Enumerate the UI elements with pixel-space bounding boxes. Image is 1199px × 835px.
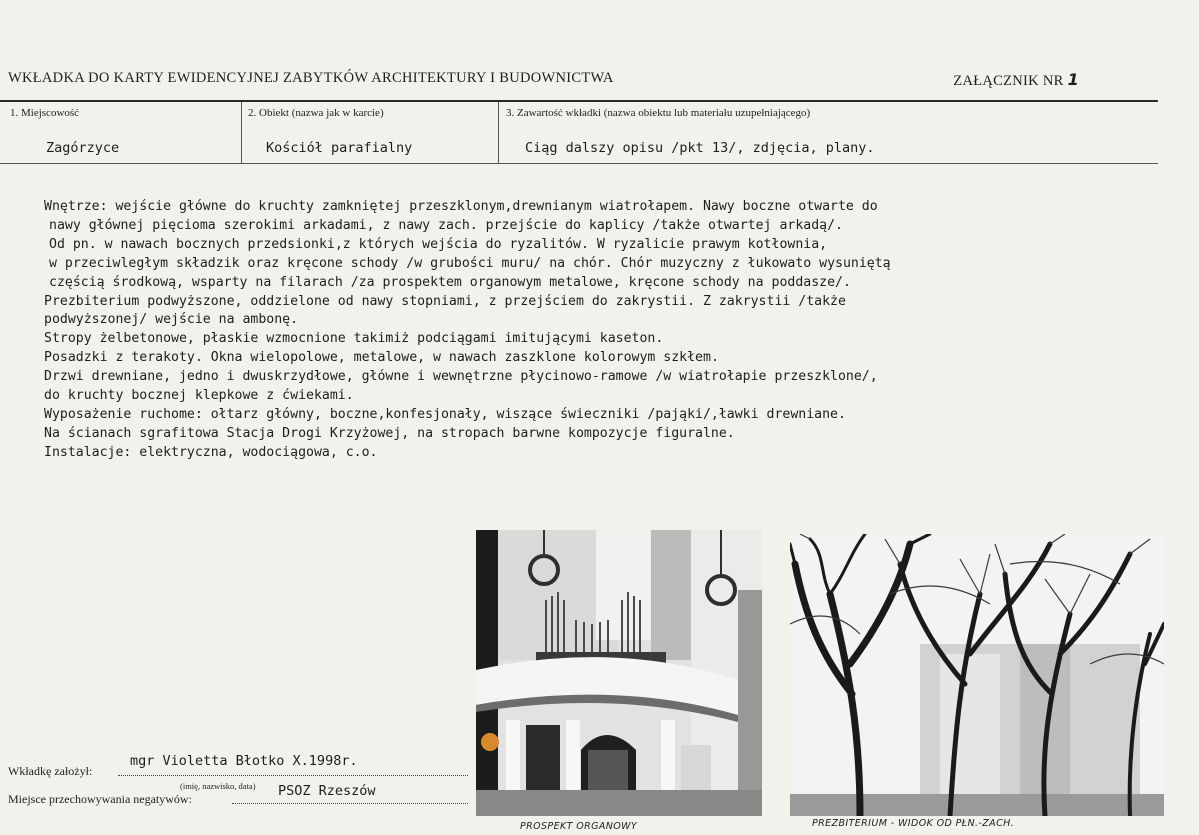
description-line: Instalacje: elektryczna, wodociągowa, c.o. <box>44 444 378 460</box>
description-line: Stropy żelbetonowe, płaskie wzmocnione takimiż podciągami imitującymi kaseton. <box>44 331 664 347</box>
presbytery-photo <box>790 534 1164 816</box>
description-line: w przeciwległym składzik oraz kręcone schody /w grubości muru/ na chór. Chór muzyczny z łukowato wysuniętą <box>49 255 891 271</box>
field-divider <box>241 102 242 163</box>
description-line: nawy głównej pięcioma szerokimi arkadami, z nawy zach. przejście do kaplicy /także otwartej arkadą/. <box>49 217 843 233</box>
negatives-line <box>232 803 468 804</box>
organ-photo <box>476 530 762 816</box>
content-label: 3. Zawartość wkładki (nazwa obiektu lub materiału uzupełniającego) <box>506 107 811 119</box>
organ-photo-image <box>476 530 762 816</box>
presbytery-photo-caption: PREZBITERIUM - WIDOK OD PŁN.-ZACH. <box>812 818 1015 829</box>
description-line: częścią środkową, wsparty na filarach /za prospektem organowym metalowe, kręcone schody na poddasze/. <box>49 274 851 290</box>
description-line: Wnętrze: wejście główne do kruchty zamkniętej przeszklonym,drewnianym wiatrołapem. Nawy boczne otwarte do <box>44 199 878 214</box>
description-line: Prezbiterium podwyższone, oddzielone od nawy stopniami, z przejściem do zakrystii. Z zakrystii /także <box>44 293 846 309</box>
place-value: Zagórzyce <box>46 140 120 156</box>
negatives-label: Miejsce przechowywania negatywów: <box>8 792 192 806</box>
card-title: WKŁADKA DO KARTY EWIDENCYJNEJ ZABYTKÓW ARCHITEKTURY I BUDOWNICTWA <box>8 70 614 86</box>
presbytery-photo-image <box>790 534 1164 816</box>
description-line: Od pn. w nawach bocznych przedsionki,z których wejścia do ryzalitów. W ryzalicie prawym kotłownia, <box>49 236 828 252</box>
author-hint: (imię, nazwisko, data) <box>180 781 256 791</box>
content-value: Ciąg dalszy opisu /pkt 13/, zdjęcia, plany. <box>525 140 875 156</box>
annex-number: 1 <box>1067 70 1079 89</box>
annex-label: ZAŁĄCZNIK NR <box>953 73 1064 89</box>
description-line: do kruchty bocznej klepkowe z ćwiekami. <box>44 388 354 404</box>
author-label: Wkładkę założył: <box>8 764 93 778</box>
object-label: 2. Obiekt (nazwa jak w karcie) <box>248 107 384 119</box>
description-line: Drzwi drewniane, jedno i dwuskrzydłowe, główne i wewnętrzne płycinowo-ramowe /w wiatrołapie przeszklone/, <box>44 369 878 385</box>
fields-rule <box>0 163 1158 164</box>
organ-photo-caption: PROSPEKT ORGANOWY <box>520 821 638 832</box>
annex-heading <box>953 70 1079 90</box>
place-label: 1. Miejscowość <box>10 107 80 119</box>
author-line <box>118 775 468 776</box>
header-rule <box>0 100 1158 102</box>
author-value: mgr Violetta Błotko X.1998r. <box>130 753 358 769</box>
description-line: Wyposażenie ruchome: ołtarz główny, boczne,konfesjonały, wiszące świeczniki /pająki/,ławki drewniane. <box>44 406 846 422</box>
negatives-value: PSOZ Rzeszów <box>278 783 376 799</box>
description-line: podwyższonej/ wejście na ambonę. <box>44 312 299 328</box>
description-line: Na ścianach sgrafitowa Stacja Drogi Krzyżowej, na stropach barwne kompozycje figuralne. <box>44 425 735 441</box>
description-line: Posadzki z terakoty. Okna wielopolowe, metalowe, w nawach zaszklone kolorowym szkłem. <box>44 350 719 366</box>
object-value: Kościół parafialny <box>266 140 413 156</box>
description-text <box>44 198 1164 463</box>
field-divider <box>498 102 499 163</box>
